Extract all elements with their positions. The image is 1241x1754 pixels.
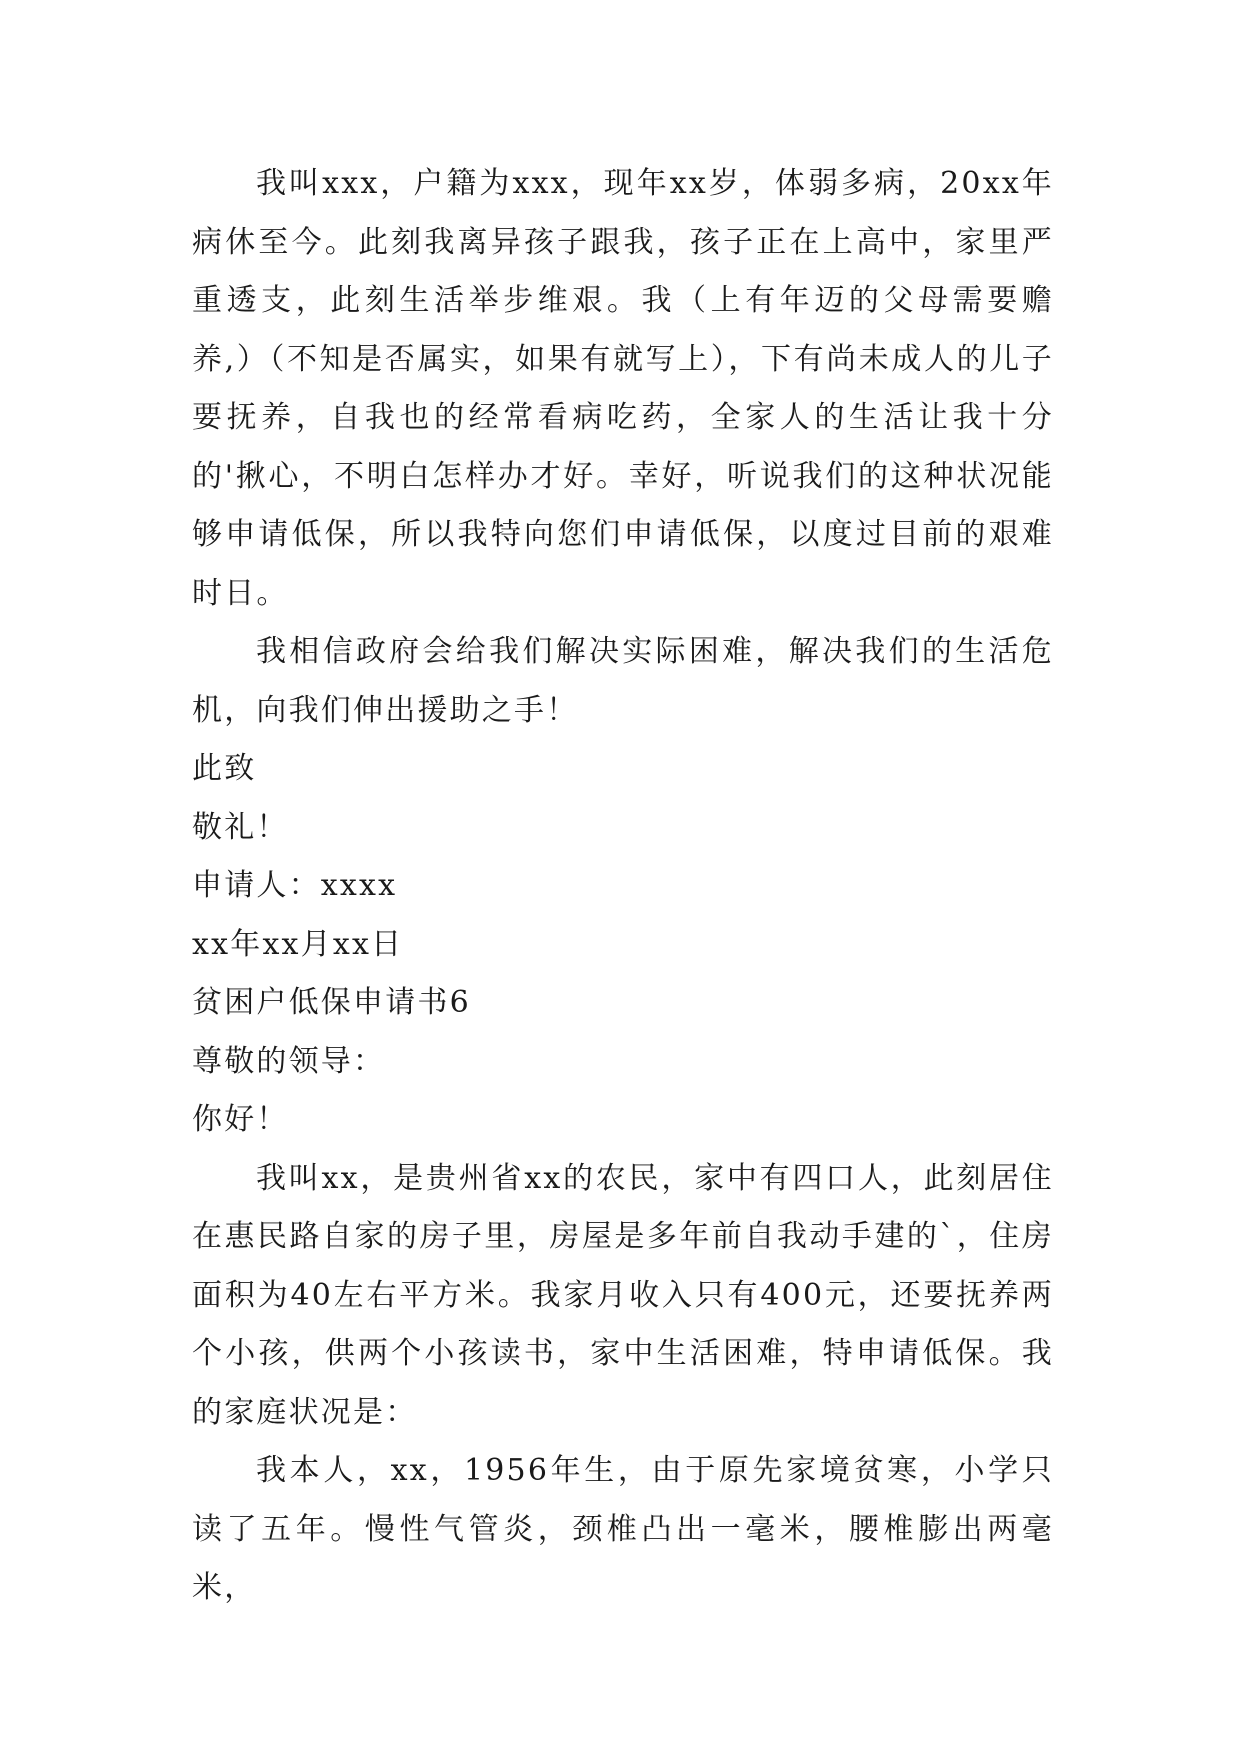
salutation: 尊敬的领导： <box>192 1043 386 1079</box>
applicant-signature: 申请人：xxxx <box>192 868 398 903</box>
paragraph-request: 我相信政府会给我们解决实际困难，解决我们的生活危机，向我们伸出援助之手！ <box>192 634 1054 728</box>
signature-date: xx年xx月xx日 <box>192 926 404 962</box>
closing-line-2: 敬礼！ <box>192 809 289 845</box>
greeting: 你好！ <box>192 1102 289 1137</box>
closing-line-1: 此致 <box>192 751 257 786</box>
paragraph-self-description: 我本人，xx，1956年生，由于原先家境贫寒，小学只读了五年。慢性气管炎，颈椎凸出一毫米，腰椎膨出两毫米， <box>192 1453 1054 1605</box>
document-body <box>192 155 1054 1618</box>
section-title: 贫困户低保申请书6 <box>192 985 471 1020</box>
paragraph-introduction: 我叫xx，是贵州省xx的农民，家中有四口人，此刻居住在惠民路自家的房子里，房屋是多年前自我动手建的`，住房面积为40左右平方米。我家月收入只有400元，还要抚养两个小孩，供两个小孩读书，家中生活困难，特申请低保。我的家庭状况是： <box>192 1160 1054 1430</box>
paragraph-situation: 我叫xxx，户籍为xxx，现年xx岁，体弱多病，20xx年病休至今。此刻我离异孩子跟我，孩子正在上高中，家里严重透支，此刻生活举步维艰。我（上有年迈的父母需要赡养,）（不知是否属实，如果有就写上），下有尚未成人的儿子要抚养，自我也的经常看病吃药，全家人的生活让我十分的'揪心，不明白怎样办才好。幸好，听说我们的这种状况能够申请低保，所以我特向您们申请低保，以度过目前的艰难时日。 <box>192 166 1054 611</box>
